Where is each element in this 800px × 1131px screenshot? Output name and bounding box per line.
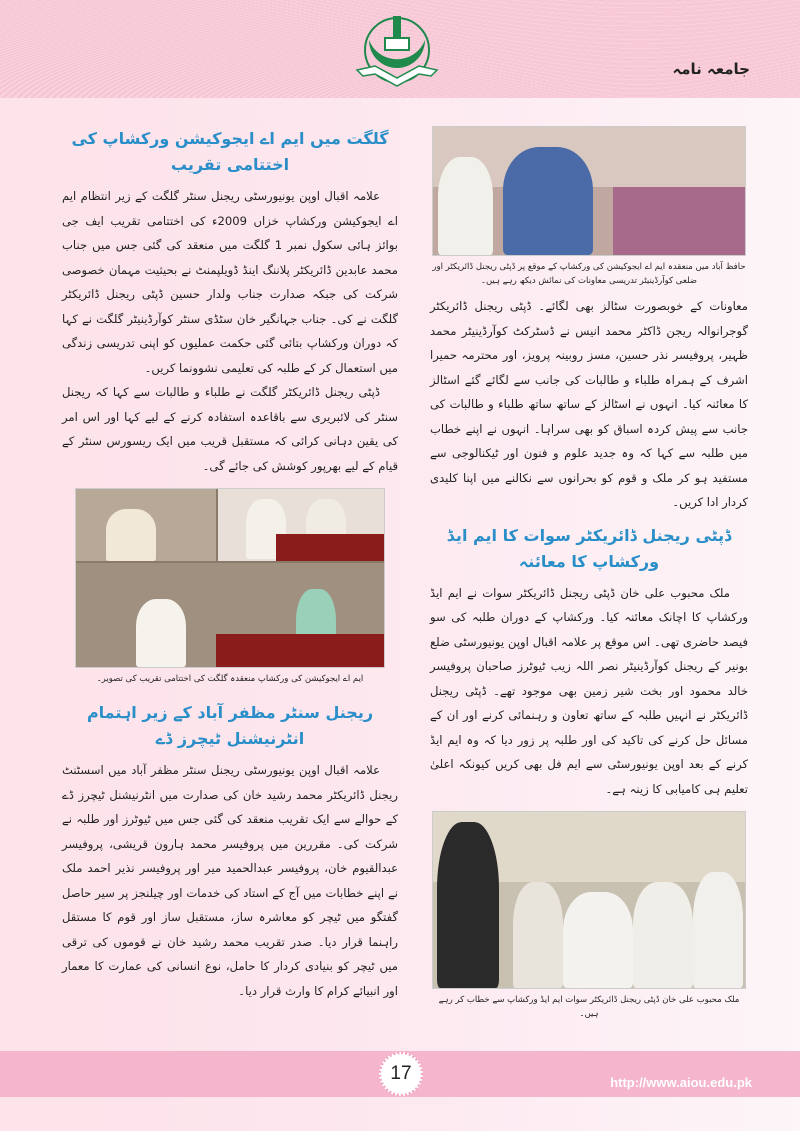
left-column: [62, 126, 398, 1003]
article-heading: ریجنل سنٹر مظفر آباد کے زیر اہتمام انٹرنیشنل ٹیچرز ڈے: [86, 703, 374, 748]
page-content: [0, 98, 800, 1041]
article-paragraph: ملک محبوب علی خان ڈپٹی ریجنل ڈائریکٹر سوات نے ایم ایڈ ورکشاپ کا اچانک معائنہ کیا۔ ورکشاپ کے دوران طلبہ کی سو فیصد حاضری تھی۔ اس موقع پر علامہ اقبال اوپن یونیورسٹی ضلع بونیر کے ریجنل کوآرڈینیٹر نصر اللہ زیب ٹیوٹرز صاحبان پروفیسر خالد محمود اور بخت شیر زمین بھی موجود تھے۔ ڈپٹی ریجنل ڈائریکٹر نے انہیں طلبہ کے ساتھ تعاون و رہنمائی کرنے اور ان کے مسائل حل کرنے کی تاکید کی اور طلبہ پر زور دیا کہ وہ ایم ایڈ کرنے کے بعد اوپن یونیورسٹی سے ایم فل بھی کریں کیونکہ اعلیٰ تعلیم ہی کامیابی کا زینہ ہے۔: [430, 585, 748, 796]
article-continued: [430, 294, 748, 515]
article-paragraph: علامہ اقبال اوپن یونیورسٹی ریجنل سنٹر مظفر آباد میں اسسٹنٹ ریجنل ڈائریکٹر محمد رشید خان کی صدارت میں انٹرنیشنل ٹیچرز ڈے کے حوالے سے ایک تقریب منعقد کی گئی جس میں ٹیوٹرز اور طلبہ نے شرکت کی۔ مقررین میں پروفیسر محمد ہارون قریشی، پروفیسر عبدالقیوم خان، پروفیسر عبدالحمید میر اور پروفیسر نذیر احمد ملک نے اپنے خطابات میں آج کے استاد کی خدمات اور چیلنجز پر سیر حاصل گفتگو میں ٹیچر کو معاشرہ ساز، مستقبل ساز اور قوم کا مستقل راہنما قرار دیا۔ صدر تقریب محمد رشید خان نے قوموں کی ترقی میں ٹیچر کو بنیادی کردار کا حامل، نوع انسانی کی عمارت کا معمار اور انبیائے کرام کا وارث قرار دیا۔: [62, 763, 398, 998]
photo-caption: حافظ آباد میں منعقدہ ایم اے ایجوکیشن کی ورکشاپ کے موقع پر ڈپٹی ریجنل ڈائریکٹر اور ضلعی کوآرڈینیٹر تدریسی معاونات کی نمائش دیکھ رہے ہیں۔: [432, 262, 746, 286]
swat-workshop-photo: [432, 811, 746, 989]
photo-caption: ملک محبوب علی خان ڈپٹی ریجنل ڈائریکٹر سوات ایم ایڈ ورکشاپ سے خطاب کر رہے ہیں۔: [438, 995, 740, 1019]
article-paragraph: معاونات کے خوبصورت سٹالز بھی لگائے۔ ڈپٹی ریجنل ڈائریکٹر گوجرانوالہ ریجن ڈاکٹر محمد انیس نے ڈسٹرکٹ کوآرڈینیٹر محمد ظہیر، پروفیسر نذر حسین، مسز روبینہ پرویز، اور محترمہ حمیرا اشرف کے ہمراہ طلباء و طالبات کی جانب سے لگائے گئے اسٹالز کا معائنہ کیا۔ انہوں نے اسٹالز کے ساتھ ساتھ طلباء و طالبات کی جانب سے پیش کردہ اسباق کو بھی سراہا۔ انہوں نے اپنے خطاب میں طلبہ سے کہا کہ وہ جدید علوم و فنون اور ٹیکنالوجی سے مستفید ہو کر ملک و قوم کو بحرانوں سے نکالنے میں اپنا کلیدی کردار ادا کریں۔: [430, 299, 748, 509]
right-column: [430, 126, 748, 1027]
page-number: 17: [379, 1052, 423, 1096]
photo-caption: ایم اے ایجوکیشن کی ورکشاپ منعقدہ گلگت کی اختتامی تقریب کی تصویر۔: [96, 674, 364, 684]
article-paragraph: علامہ اقبال اوپن یونیورسٹی ریجنل سنٹر گلگت کے زیر انتظام ایم اے ایجوکیشن ورکشاپ خزاں 2009ء کی اختتامی تقریب ایف جی بوائز ہائی سکول نمبر 1 گلگت میں منعقد کی گئی جس میں جناب محمد عابدین ڈائریکٹر پلاننگ اینڈ ڈویلپمنٹ نے بحیثیت مہمان خصوصی شرکت کی جبکہ صدارت جناب ولدار حسین ڈپٹی ریجنل ڈائریکٹر گلگت نے کی۔ جناب جہانگیر خان سٹڈی سنٹر کوآرڈینیٹر گلگت نے کہا کہ دوران ورکشاپ بتائی گئی حکمت عملیوں کو اپنی تدریسی زندگی میں استعمال کر کے طلبہ کی تعلیمی نشوونما کریں۔: [62, 189, 399, 375]
university-logo: [355, 10, 439, 94]
gilgit-ceremony-photo-collage: [75, 488, 385, 668]
page-header-band: [0, 0, 800, 98]
article-teachers-day: [62, 692, 398, 1003]
magazine-title: جامعہ نامہ: [672, 60, 750, 78]
article-heading: گلگت میں ایم اے ایجوکیشن ورکشاپ کی اختتامی تقریب: [71, 129, 389, 174]
article-heading: ڈپٹی ریجنل ڈائریکٹر سوات کا ایم ایڈ ورکشاپ کا معائنہ: [446, 525, 732, 571]
hafizabad-exhibition-photo: [432, 126, 746, 256]
article-paragraph: ڈپٹی ریجنل ڈائریکٹر گلگت نے طلباء و طالبات سے کہا کہ ریجنل سنٹر کی لائبریری سے باقاعدہ استفادہ کرنے کے لیے کہا اور اس امر کی یقین دہانی کرائی کہ مستقبل قریب میں ایک ریسورس سنٹر کے قیام کے لیے بھرپور کوشش کی جائے گی۔: [62, 385, 398, 473]
article-swat-workshop: [430, 515, 748, 802]
website-url[interactable]: http://www.aiou.edu.pk: [610, 1075, 752, 1090]
article-gilgit-workshop: [62, 126, 398, 478]
page-bottom-margin: [0, 1097, 800, 1131]
page-footer-band: [0, 1051, 800, 1097]
